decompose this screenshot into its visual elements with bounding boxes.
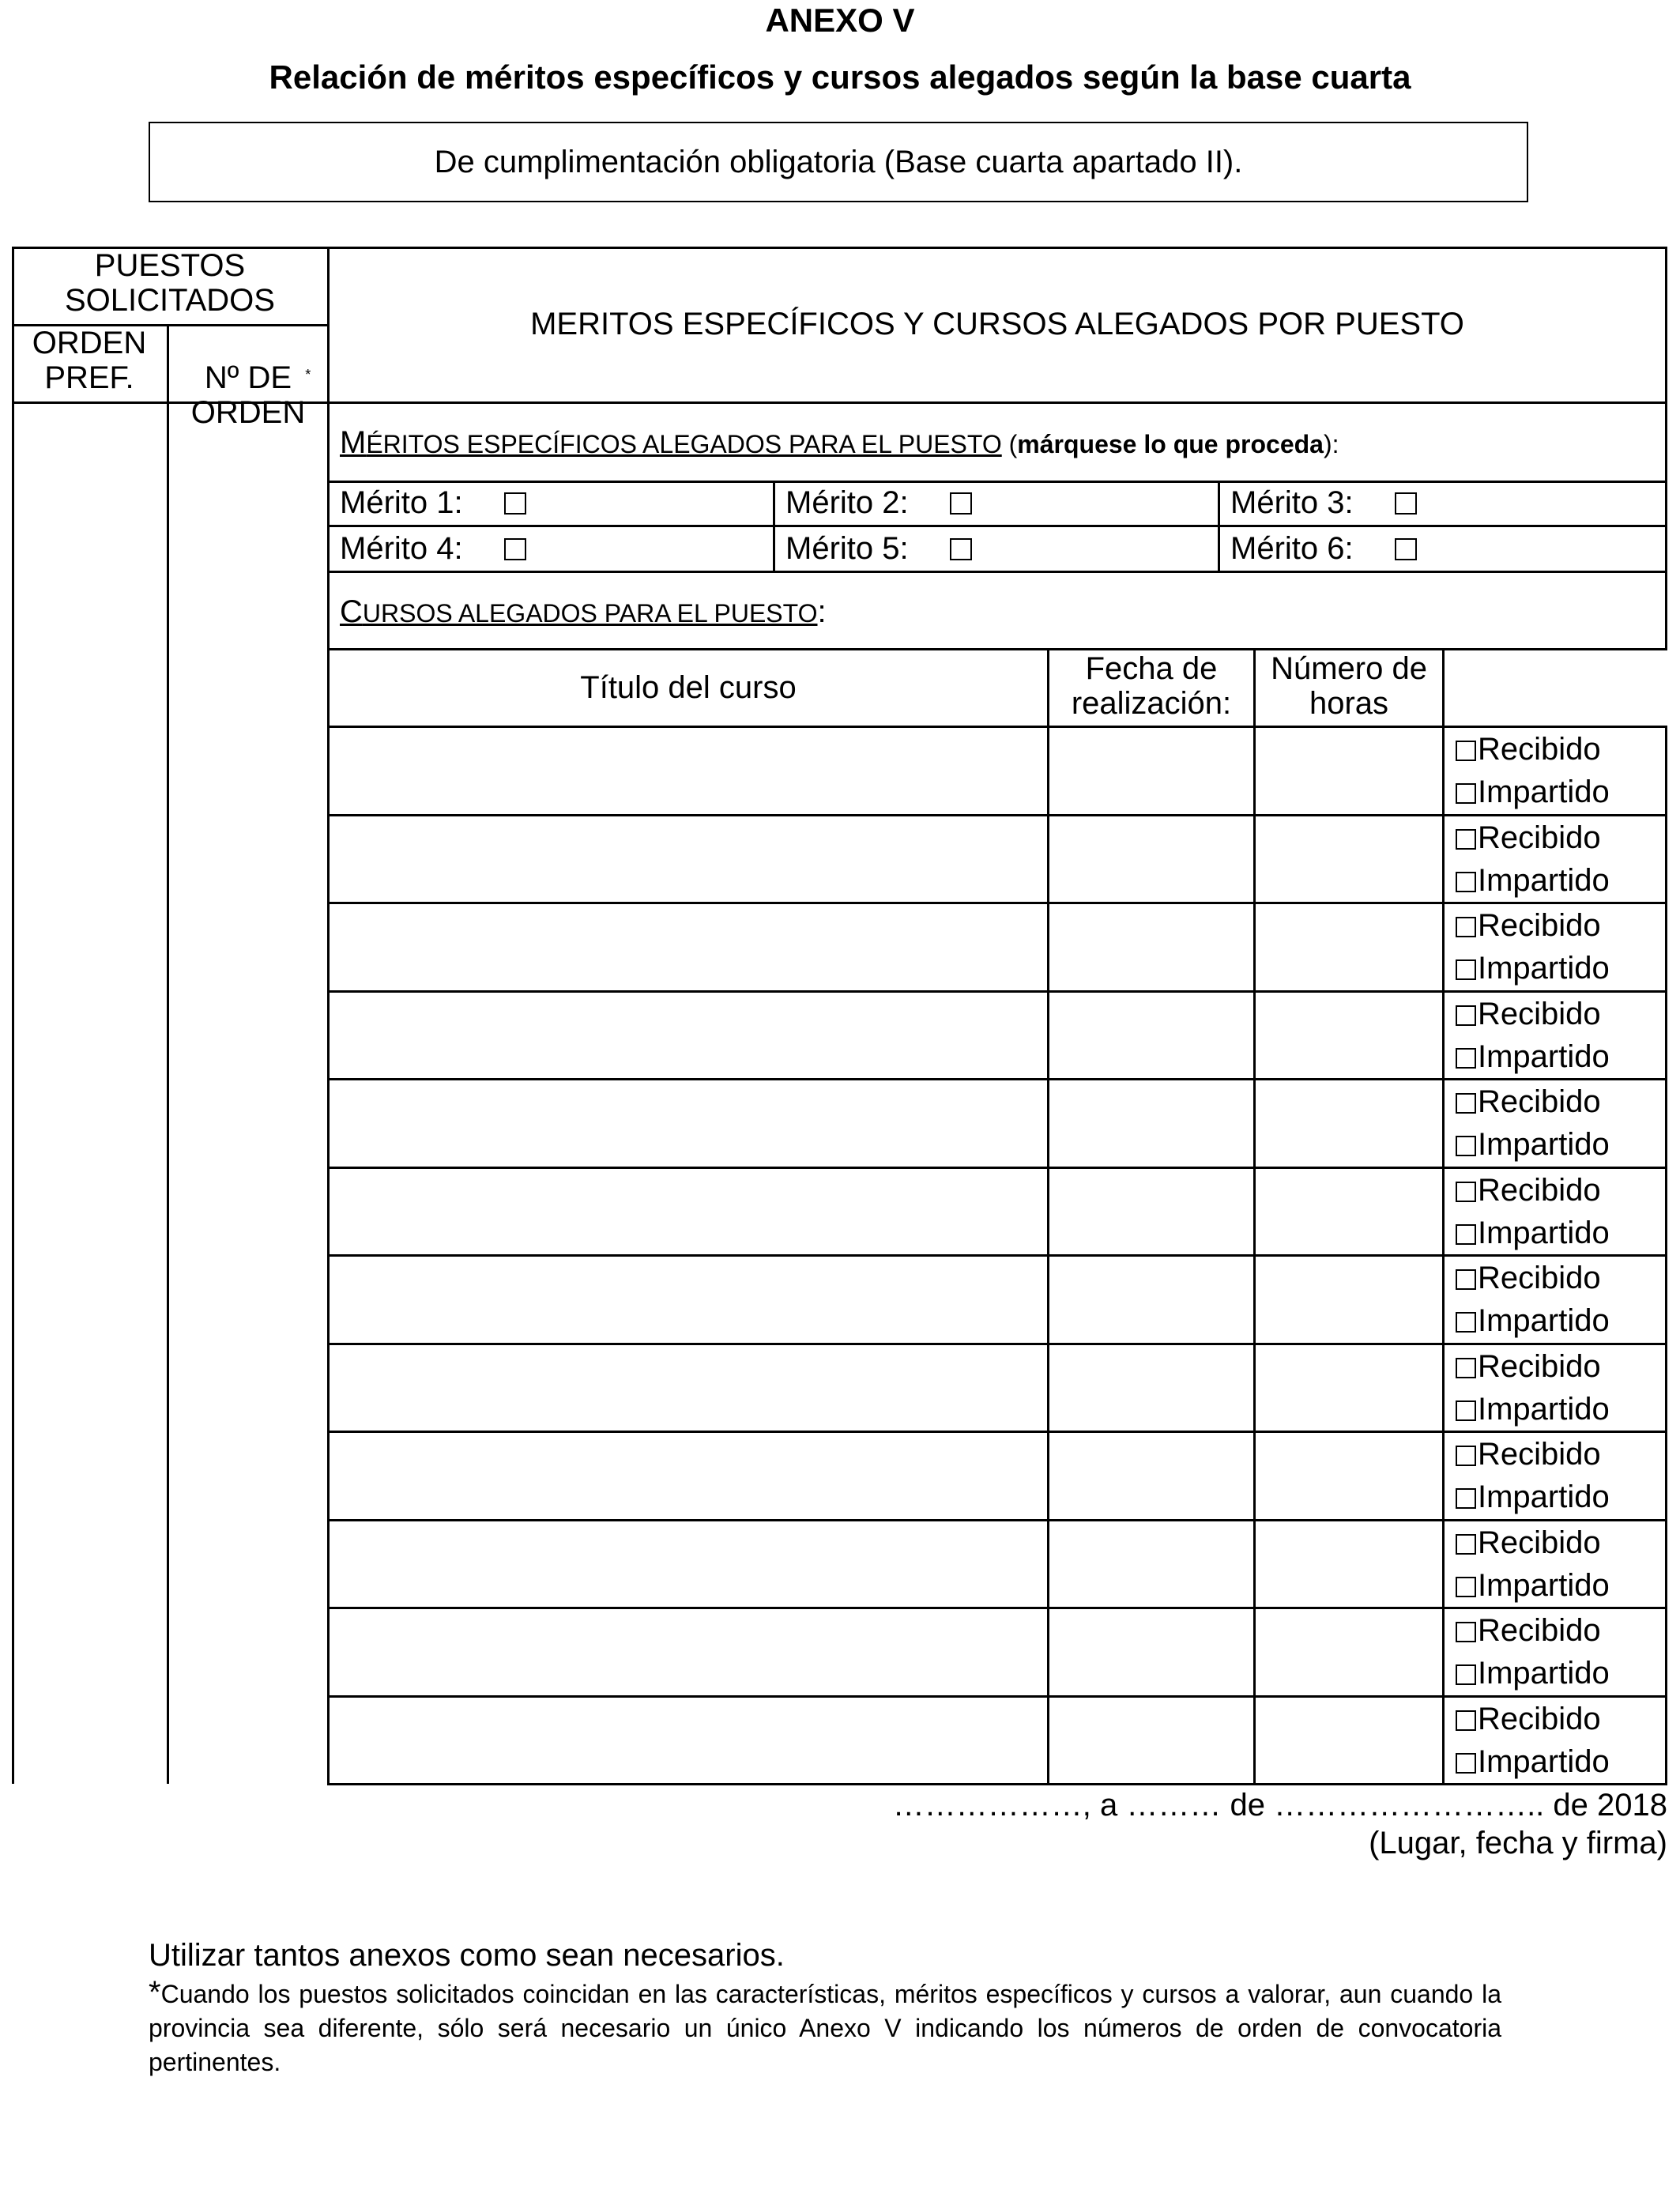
mandatory-note: De cumplimentación obligatoria (Base cuarta apartado II). xyxy=(434,144,1243,179)
impartido-option-checkbox[interactable] xyxy=(1456,959,1476,980)
num-orden-header: Nº DE ORDEN * xyxy=(169,326,327,430)
course-date-cell[interactable] xyxy=(1052,1522,1249,1604)
course-hours-cell[interactable] xyxy=(1258,905,1438,987)
course-title-cell[interactable] xyxy=(332,1346,1043,1428)
recibido-option-checkbox[interactable] xyxy=(1456,1534,1476,1555)
recibido-option-checkbox[interactable] xyxy=(1456,829,1476,850)
document-title: ANEXO V xyxy=(765,2,915,39)
impartido-option: Impartido xyxy=(1456,1657,1610,1689)
impartido-option-checkbox[interactable] xyxy=(1456,1753,1476,1774)
recibido-option: Recibido xyxy=(1456,1703,1601,1735)
impartido-option: Impartido xyxy=(1456,1041,1610,1072)
course-date-cell[interactable] xyxy=(1052,1170,1249,1252)
impartido-option: Impartido xyxy=(1456,776,1610,808)
impartido-option: Impartido xyxy=(1456,1481,1610,1513)
impartido-option: Impartido xyxy=(1456,952,1610,984)
recibido-option-checkbox[interactable] xyxy=(1456,1446,1476,1466)
document-subtitle: Relación de méritos específicos y cursos alegados según la base cuarta xyxy=(269,58,1411,96)
recibido-option-checkbox[interactable] xyxy=(1456,1358,1476,1378)
impartido-option: Impartido xyxy=(1456,1393,1610,1425)
impartido-option: Impartido xyxy=(1456,1746,1610,1777)
course-hours-cell[interactable] xyxy=(1258,1610,1438,1692)
course-hours-cell[interactable] xyxy=(1258,1346,1438,1428)
recibido-option: Recibido xyxy=(1456,1438,1601,1470)
course-title-cell[interactable] xyxy=(332,817,1043,899)
merit-1-checkbox[interactable] xyxy=(504,492,526,515)
course-title-cell[interactable] xyxy=(332,1081,1043,1163)
course-title-cell[interactable] xyxy=(332,905,1043,987)
course-title-cell[interactable] xyxy=(332,729,1043,811)
course-hours-cell[interactable] xyxy=(1258,1170,1438,1252)
course-title-cell[interactable] xyxy=(332,1610,1043,1692)
course-hours-cell[interactable] xyxy=(1258,1081,1438,1163)
recibido-option: Recibido xyxy=(1456,998,1601,1030)
course-title-cell[interactable] xyxy=(332,1170,1043,1252)
date-place-line: ………………, a ……… de …………………….. de 2018 xyxy=(892,1788,1667,1823)
impartido-option: Impartido xyxy=(1456,1305,1610,1336)
impartido-option: Impartido xyxy=(1456,1217,1610,1249)
recibido-option: Recibido xyxy=(1456,1262,1601,1294)
recibido-option: Recibido xyxy=(1456,822,1601,854)
recibido-option: Recibido xyxy=(1456,733,1601,765)
merit-2-checkbox[interactable] xyxy=(950,492,972,515)
impartido-option-checkbox[interactable] xyxy=(1456,1136,1476,1156)
course-hours-cell[interactable] xyxy=(1258,817,1438,899)
recibido-option-checkbox[interactable] xyxy=(1456,1269,1476,1290)
course-date-cell[interactable] xyxy=(1052,1081,1249,1163)
merit-1: Mérito 1: xyxy=(340,485,526,521)
meritos-label: MÉRITOS ESPECÍFICOS ALEGADOS PARA EL PUESTO (márquese lo que proceda): xyxy=(340,425,1339,460)
course-title-cell[interactable] xyxy=(332,1434,1043,1516)
footnote: *Cuando los puestos solicitados coincidan en las características, méritos específicos y cursos a valorar, aun cuando la provincia sea diferente, sólo será necesario un único Anexo V indicando los números de orden de convocatoria pertinentes. xyxy=(149,1975,1501,2076)
recibido-option: Recibido xyxy=(1456,1174,1601,1206)
impartido-option: Impartido xyxy=(1456,865,1610,896)
impartido-option: Impartido xyxy=(1456,1129,1610,1160)
titulo-curso-header: Título del curso xyxy=(580,670,797,705)
course-date-cell[interactable] xyxy=(1052,1434,1249,1516)
signature-caption: (Lugar, fecha y firma) xyxy=(1369,1826,1667,1860)
course-hours-cell[interactable] xyxy=(1258,729,1438,811)
recibido-option: Recibido xyxy=(1456,1351,1601,1382)
course-date-cell[interactable] xyxy=(1052,817,1249,899)
course-date-cell[interactable] xyxy=(1052,1257,1249,1340)
impartido-option-checkbox[interactable] xyxy=(1456,1224,1476,1245)
course-hours-cell[interactable] xyxy=(1258,993,1438,1076)
merit-3: Mérito 3: xyxy=(1230,485,1417,521)
course-hours-cell[interactable] xyxy=(1258,1257,1438,1340)
main-header: MERITOS ESPECÍFICOS Y CURSOS ALEGADOS POR PUESTO xyxy=(530,307,1464,341)
merit-5-checkbox[interactable] xyxy=(950,538,972,560)
impartido-option-checkbox[interactable] xyxy=(1456,1577,1476,1597)
recibido-option-checkbox[interactable] xyxy=(1456,741,1476,761)
impartido-option-checkbox[interactable] xyxy=(1456,1400,1476,1421)
recibido-option-checkbox[interactable] xyxy=(1456,1005,1476,1026)
course-date-cell[interactable] xyxy=(1052,905,1249,987)
impartido-option-checkbox[interactable] xyxy=(1456,872,1476,892)
recibido-option-checkbox[interactable] xyxy=(1456,1093,1476,1114)
recibido-option-checkbox[interactable] xyxy=(1456,1182,1476,1202)
course-date-cell[interactable] xyxy=(1052,729,1249,811)
course-date-cell[interactable] xyxy=(1052,1698,1249,1781)
recibido-option: Recibido xyxy=(1456,1527,1601,1559)
impartido-option-checkbox[interactable] xyxy=(1456,1312,1476,1333)
recibido-option: Recibido xyxy=(1456,1615,1601,1646)
impartido-option: Impartido xyxy=(1456,1570,1610,1601)
merit-6: Mérito 6: xyxy=(1230,531,1417,567)
course-hours-cell[interactable] xyxy=(1258,1698,1438,1781)
impartido-option-checkbox[interactable] xyxy=(1456,1664,1476,1685)
course-date-cell[interactable] xyxy=(1052,1346,1249,1428)
recibido-option: Recibido xyxy=(1456,910,1601,941)
course-hours-cell[interactable] xyxy=(1258,1522,1438,1604)
merit-4: Mérito 4: xyxy=(340,531,526,567)
course-title-cell[interactable] xyxy=(332,993,1043,1076)
course-date-cell[interactable] xyxy=(1052,1610,1249,1692)
horas-header: Número de horas xyxy=(1271,651,1427,721)
fecha-header: Fecha de realización: xyxy=(1071,651,1232,721)
recibido-option: Recibido xyxy=(1456,1086,1601,1118)
impartido-option-checkbox[interactable] xyxy=(1456,783,1476,804)
course-hours-cell[interactable] xyxy=(1258,1434,1438,1516)
recibido-option-checkbox[interactable] xyxy=(1456,1622,1476,1642)
course-title-cell[interactable] xyxy=(332,1522,1043,1604)
merit-2: Mérito 2: xyxy=(785,485,972,521)
merit-3-checkbox[interactable] xyxy=(1395,492,1417,515)
course-title-cell[interactable] xyxy=(332,1698,1043,1781)
puestos-solicitados-header: PUESTOS SOLICITADOS xyxy=(65,248,275,318)
usage-note: Utilizar tantos anexos como sean necesarios. xyxy=(149,1938,785,1973)
merit-4-checkbox[interactable] xyxy=(504,538,526,560)
course-date-cell[interactable] xyxy=(1052,993,1249,1076)
merit-5: Mérito 5: xyxy=(785,531,972,567)
course-title-cell[interactable] xyxy=(332,1257,1043,1340)
recibido-option-checkbox[interactable] xyxy=(1456,1710,1476,1731)
mandatory-note-box xyxy=(149,122,1528,202)
impartido-option-checkbox[interactable] xyxy=(1456,1488,1476,1509)
impartido-option-checkbox[interactable] xyxy=(1456,1048,1476,1069)
asterisk-mark: * xyxy=(305,367,311,383)
orden-pref-header: ORDEN PREF. xyxy=(32,326,147,395)
recibido-option-checkbox[interactable] xyxy=(1456,917,1476,937)
merit-6-checkbox[interactable] xyxy=(1395,538,1417,560)
cursos-label: CURSOS ALEGADOS PARA EL PUESTO: xyxy=(340,594,827,629)
